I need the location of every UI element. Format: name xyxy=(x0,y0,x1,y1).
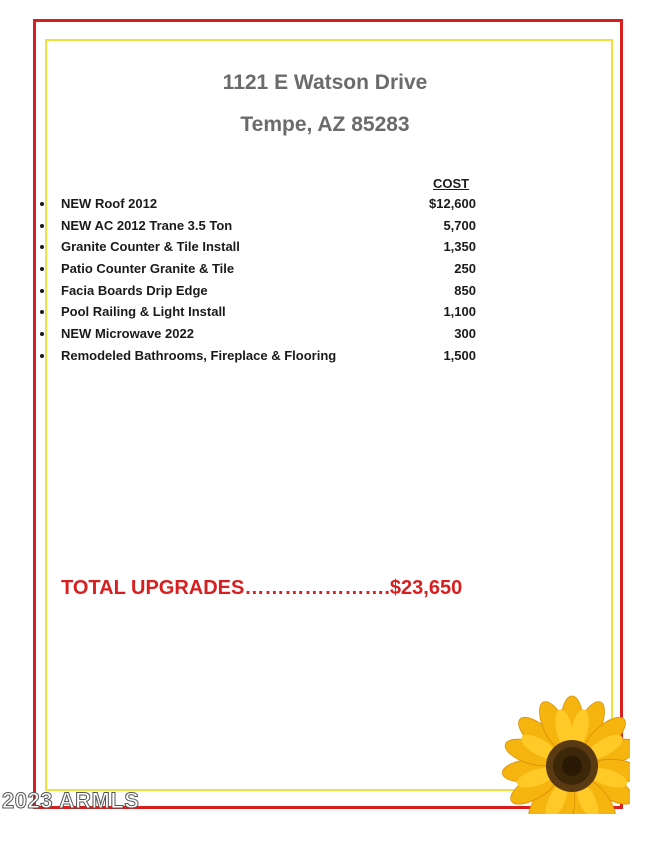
item-label: Remodeled Bathrooms, Fireplace & Flooring xyxy=(61,347,337,363)
list-item xyxy=(40,218,500,240)
item-label: NEW Microwave 2022 xyxy=(61,326,194,342)
item-label: Facia Boards Drip Edge xyxy=(61,282,208,298)
item-label: Pool Railing & Light Install xyxy=(61,304,226,320)
address-city: Tempe, AZ 85283 xyxy=(240,113,410,136)
item-cost: 850 xyxy=(454,282,476,298)
item-cost: 1,100 xyxy=(443,304,476,320)
item-cost: 300 xyxy=(454,326,476,342)
item-cost: 5,700 xyxy=(443,217,476,233)
list-item xyxy=(40,261,500,283)
item-cost: 1,500 xyxy=(443,347,476,363)
bullet-icon xyxy=(40,245,44,249)
cost-column-header: COST xyxy=(433,176,470,191)
item-cost: $12,600 xyxy=(429,196,476,211)
list-item xyxy=(40,348,500,370)
list-item xyxy=(40,239,500,261)
bullet-icon xyxy=(40,354,44,358)
list-item xyxy=(40,304,500,326)
item-cost: 1,350 xyxy=(443,239,476,255)
total-upgrades: TOTAL UPGRADES………………….$23,650 xyxy=(61,577,463,599)
bullet-icon xyxy=(40,267,44,271)
address-street: 1121 E Watson Drive xyxy=(222,71,428,94)
list-item xyxy=(40,326,500,348)
bullet-icon xyxy=(40,310,44,314)
bullet-icon xyxy=(40,224,44,228)
bullet-icon xyxy=(40,289,44,293)
list-item xyxy=(40,196,500,218)
item-label: Patio Counter Granite & Tile xyxy=(61,261,235,277)
inner-yellow-border xyxy=(45,39,613,791)
item-label: Granite Counter & Tile Install xyxy=(61,239,240,255)
bullet-icon xyxy=(40,202,44,206)
armls-watermark: 2023 ARMLS xyxy=(2,788,140,813)
bullet-icon xyxy=(40,332,44,336)
item-label: NEW Roof 2012 xyxy=(61,196,158,211)
list-item xyxy=(40,283,500,305)
upgrade-list xyxy=(40,196,500,370)
item-cost: 250 xyxy=(454,261,476,277)
item-label: NEW AC 2012 Trane 3.5 Ton xyxy=(61,217,233,233)
sunflower-icon xyxy=(490,684,630,814)
